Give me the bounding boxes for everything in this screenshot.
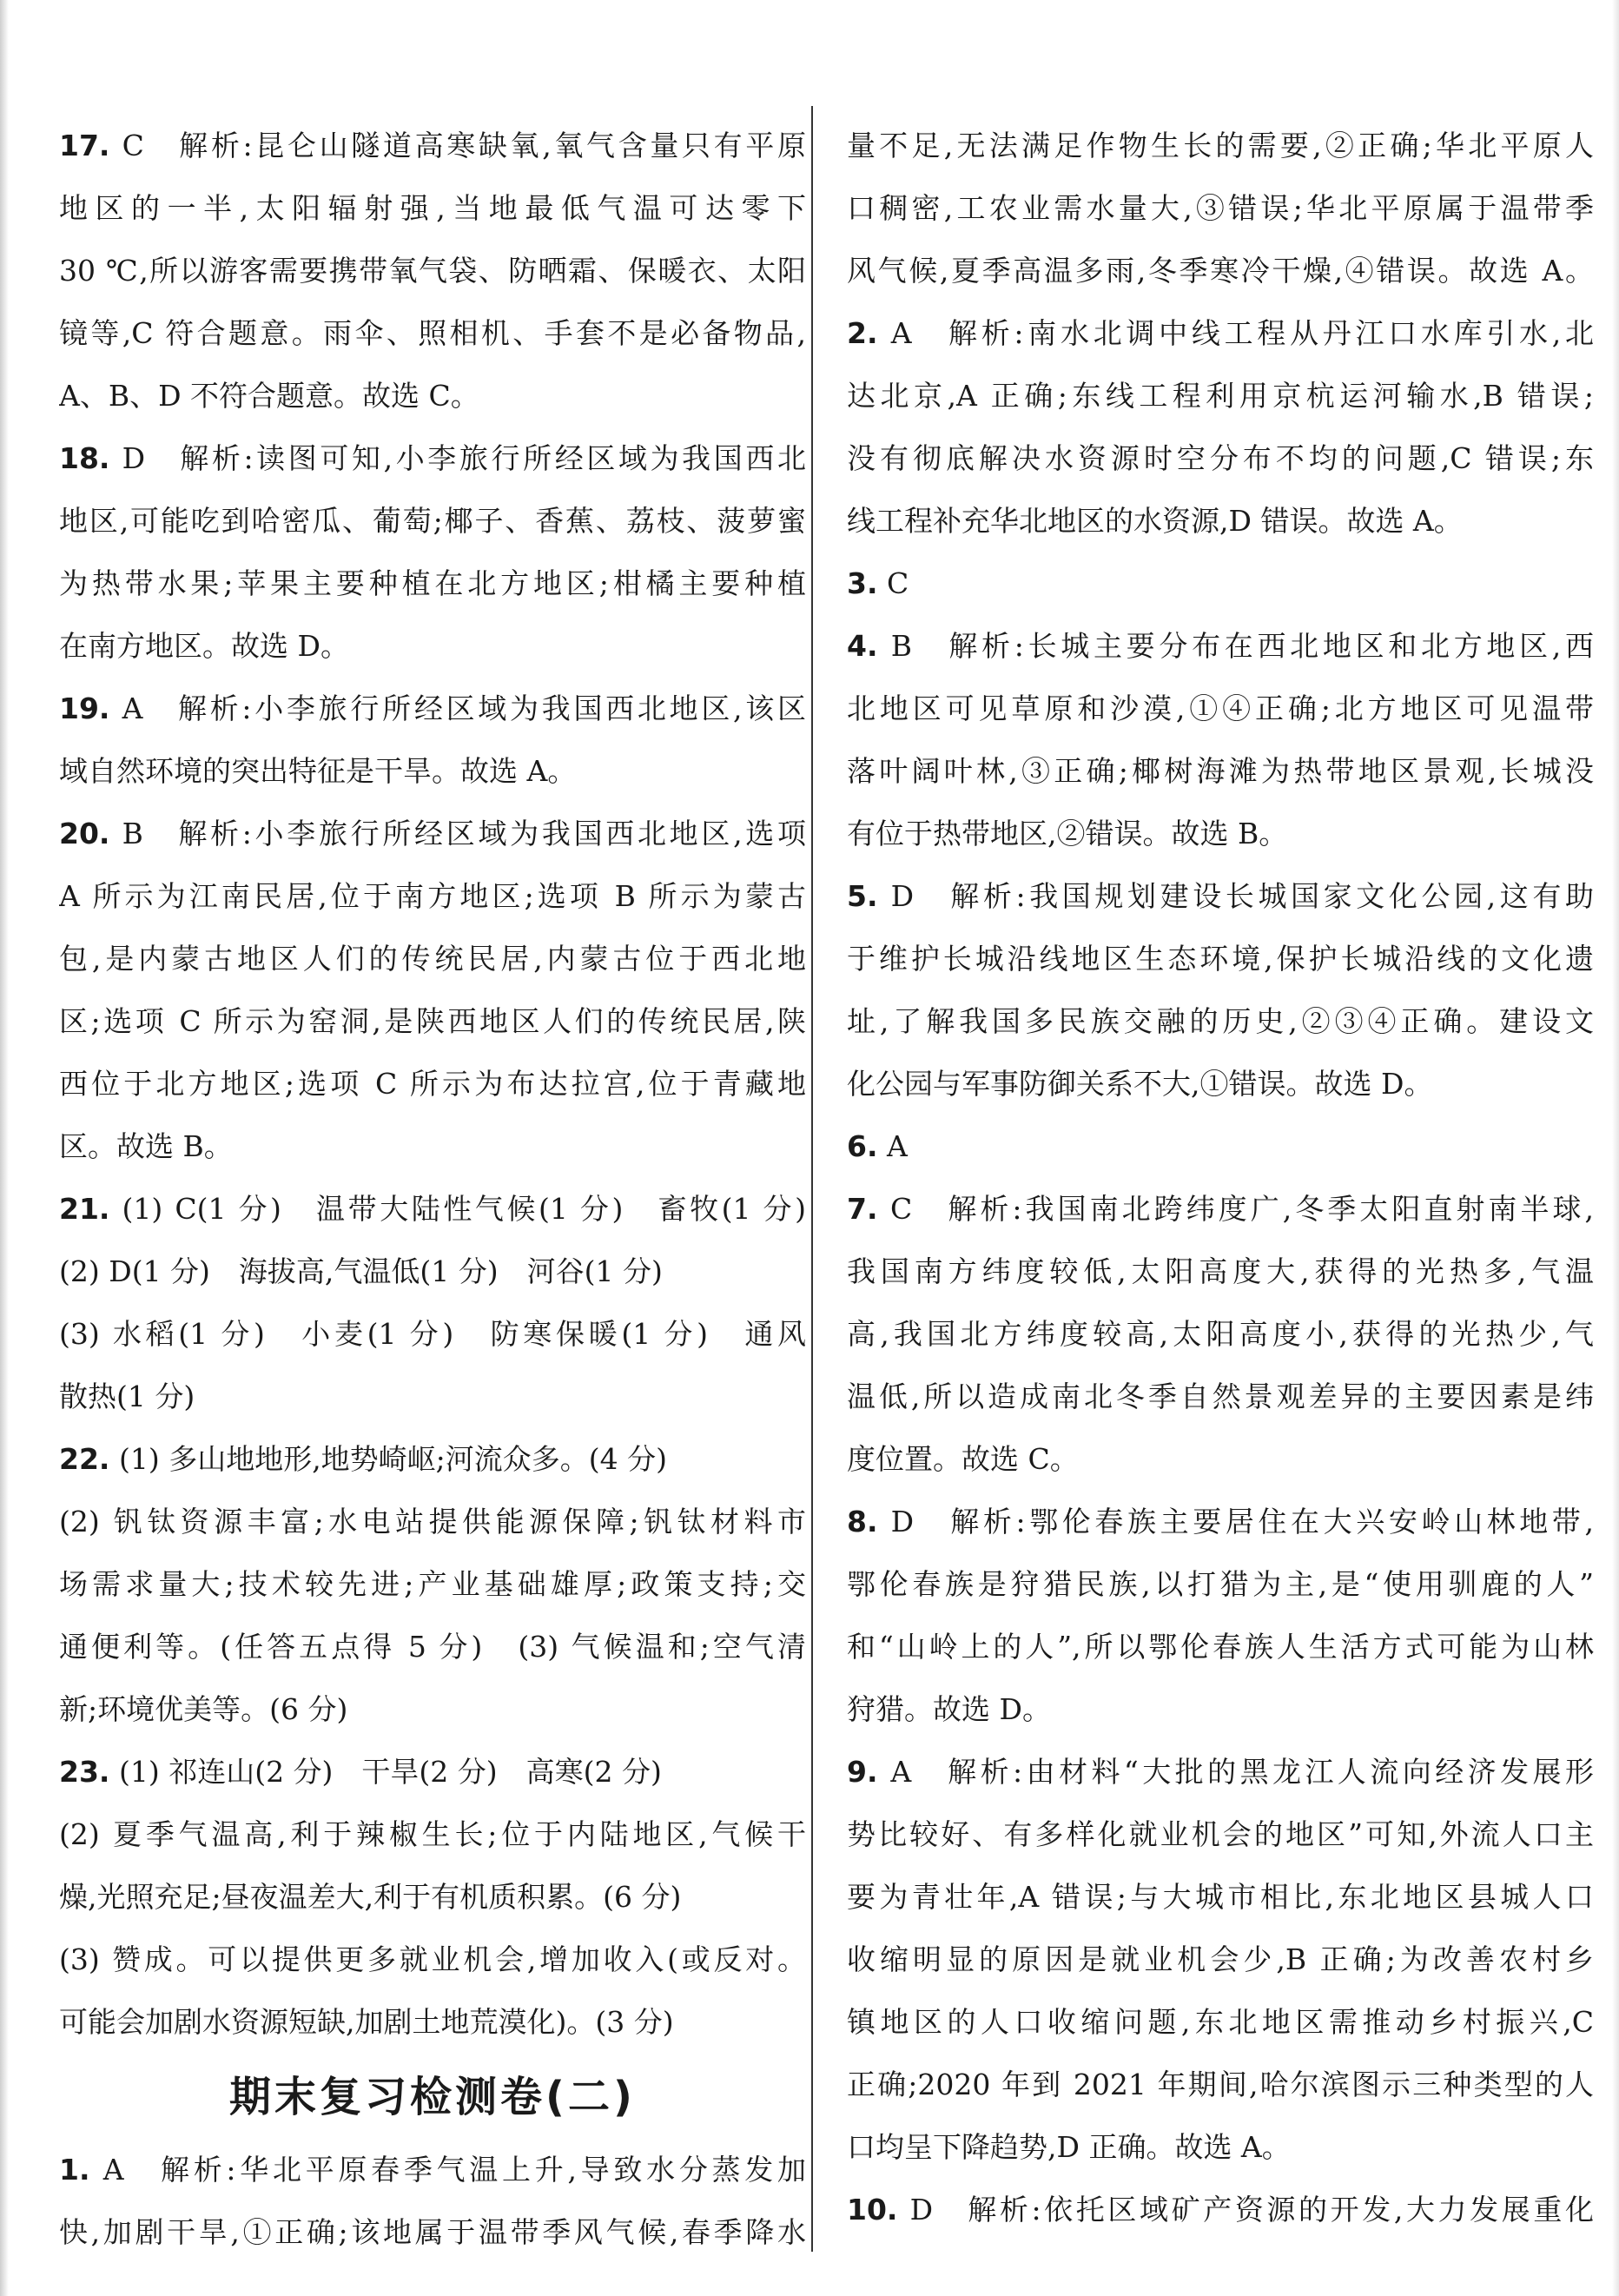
text-line bbox=[847, 302, 1594, 365]
text-line bbox=[847, 803, 1594, 865]
text-line bbox=[847, 990, 1594, 1053]
line-text: 在南方地区。故选 D。 bbox=[59, 629, 349, 663]
left-answers-block-2 bbox=[59, 2139, 806, 2264]
text-line bbox=[847, 1678, 1594, 1741]
text-line bbox=[847, 365, 1594, 427]
text-line bbox=[59, 1053, 806, 1115]
question-number: 4. bbox=[847, 629, 878, 663]
line-text: D 解析:依托区域矿产资源的开发,大力发展重化 bbox=[897, 2193, 1594, 2227]
text-line bbox=[847, 2179, 1594, 2241]
left-answers-block bbox=[59, 115, 806, 2054]
line-text: 镇地区的人口收缩问题,东北地区需推动乡村振兴,C bbox=[847, 2005, 1594, 2039]
text-line bbox=[847, 1115, 1594, 1178]
text-line bbox=[59, 1428, 806, 1491]
line-text: 我国南方纬度较低,太阳高度大,获得的光热多,气温 bbox=[847, 1254, 1594, 1288]
text-line bbox=[847, 427, 1594, 490]
text-line bbox=[59, 1115, 806, 1178]
line-text: C bbox=[877, 566, 909, 600]
line-text: A 解析:华北平原春季气温上升,导致水分蒸发加 bbox=[89, 2153, 806, 2187]
line-text: 北地区可见草原和沙漠,①④正确;北方地区可见温带 bbox=[847, 691, 1594, 725]
question-number: 18. bbox=[59, 441, 110, 475]
text-line bbox=[847, 2054, 1594, 2116]
line-text: 散热(1 分) bbox=[59, 1380, 195, 1413]
question-number: 5. bbox=[847, 879, 878, 913]
line-text: 燥,光照充足;昼夜温差大,利于有机质积累。(6 分) bbox=[59, 1880, 682, 1914]
question-number: 1. bbox=[59, 2153, 90, 2187]
text-line bbox=[847, 177, 1594, 240]
line-text: 址,了解我国多民族交融的历史,②③④正确。建设文 bbox=[847, 1004, 1594, 1038]
text-line bbox=[59, 1616, 806, 1678]
text-line bbox=[847, 740, 1594, 803]
text-line bbox=[59, 302, 806, 365]
question-number: 6. bbox=[847, 1129, 878, 1163]
line-text: A 解析:由材料“大批的黑龙江人流向经济发展形 bbox=[877, 1755, 1594, 1789]
line-text: 区;选项 C 所示为窑洞,是陕西地区人们的传统民居,陕 bbox=[59, 1004, 806, 1038]
line-text: (3) 赞成。可以提供更多就业机会,增加收入(或反对。 bbox=[59, 1942, 806, 1976]
line-text: 为热带水果;苹果主要种植在北方地区;柑橘主要种植 bbox=[59, 566, 806, 600]
text-line bbox=[59, 177, 806, 240]
scan-left-edge bbox=[0, 0, 9, 2296]
line-text: 势比较好、有多样化就业机会的地区”可知,外流人口主 bbox=[847, 1817, 1594, 1851]
line-text: A 所示为江南民居,位于南方地区;选项 B 所示为蒙古 bbox=[59, 879, 806, 913]
text-line bbox=[847, 1929, 1594, 1991]
line-text: 包,是内蒙古地区人们的传统民居,内蒙古位于西北地 bbox=[59, 942, 806, 976]
text-line bbox=[847, 1428, 1594, 1491]
text-line bbox=[59, 1678, 806, 1741]
line-text: B 解析:长城主要分布在西北地区和北方地区,西 bbox=[877, 629, 1594, 663]
text-line bbox=[847, 240, 1594, 302]
question-number: 22. bbox=[59, 1442, 110, 1476]
text-line bbox=[59, 115, 806, 177]
column-divider bbox=[811, 106, 813, 2252]
question-number: 21. bbox=[59, 1192, 110, 1226]
text-line bbox=[59, 678, 806, 740]
line-text: 和“山岭上的人”,所以鄂伦春族人生活方式可能为山林 bbox=[847, 1630, 1594, 1664]
line-text: 鄂伦春族是狩猎民族,以打猎为主,是“使用驯鹿的人” bbox=[847, 1567, 1594, 1601]
text-line bbox=[59, 1803, 806, 1866]
line-text: (2) D(1 分) 海拔高,气温低(1 分) 河谷(1 分) bbox=[59, 1254, 663, 1288]
text-line bbox=[59, 2139, 806, 2201]
line-text: A bbox=[877, 1129, 908, 1163]
text-line bbox=[847, 1741, 1594, 1803]
line-text: A 解析:小李旅行所经区域为我国西北地区,该区 bbox=[109, 691, 806, 725]
text-line bbox=[847, 552, 1594, 615]
text-line bbox=[59, 1866, 806, 1929]
text-line bbox=[59, 1303, 806, 1366]
scan-right-edge bbox=[1612, 0, 1619, 2296]
text-line bbox=[59, 990, 806, 1053]
text-line bbox=[847, 1553, 1594, 1616]
text-line bbox=[847, 1991, 1594, 2054]
text-line bbox=[59, 1991, 806, 2054]
text-line bbox=[59, 740, 806, 803]
question-number: 20. bbox=[59, 817, 110, 850]
line-text: D 解析:我国规划建设长城国家文化公园,这有助 bbox=[877, 879, 1594, 913]
left-column bbox=[59, 115, 806, 2264]
question-number: 3. bbox=[847, 566, 878, 600]
line-text: 没有彻底解决水资源时空分布不均的问题,C 错误;东 bbox=[847, 441, 1594, 475]
question-number: 2. bbox=[847, 316, 878, 350]
line-text: 落叶阔叶林,③正确;椰树海滩为热带地区景观,长城没 bbox=[847, 754, 1594, 788]
text-line bbox=[59, 1366, 806, 1428]
line-text: 区。故选 B。 bbox=[59, 1129, 233, 1163]
text-line bbox=[847, 1366, 1594, 1428]
text-line bbox=[59, 1178, 806, 1241]
line-text: (3) 水稻(1 分) 小麦(1 分) 防寒保暖(1 分) 通风 bbox=[59, 1317, 806, 1351]
line-text: 收缩明显的原因是就业机会少,B 正确;为改善农村乡 bbox=[847, 1942, 1594, 1976]
text-line bbox=[59, 1741, 806, 1803]
text-line bbox=[847, 1178, 1594, 1241]
line-text: 地区的一半,太阳辐射强,当地最低气温可达零下 bbox=[59, 191, 806, 225]
text-line bbox=[847, 1866, 1594, 1929]
line-text: B 解析:小李旅行所经区域为我国西北地区,选项 bbox=[109, 817, 806, 850]
text-line bbox=[847, 1491, 1594, 1553]
text-line bbox=[847, 2116, 1594, 2179]
text-line bbox=[59, 1241, 806, 1303]
line-text: (2) 钒钛资源丰富;水电站提供能源保障;钒钛材料市 bbox=[59, 1505, 806, 1538]
text-line bbox=[59, 2201, 806, 2264]
text-line bbox=[847, 115, 1594, 177]
text-line bbox=[847, 1303, 1594, 1366]
text-line bbox=[59, 1491, 806, 1553]
question-number: 9. bbox=[847, 1755, 878, 1789]
line-text: 30 ℃,所以游客需要携带氧气袋、防晒霜、保暖衣、太阳 bbox=[59, 254, 806, 288]
line-text: (1) 多山地地形,地势崎岖;河流众多。(4 分) bbox=[109, 1442, 668, 1476]
text-line bbox=[59, 615, 806, 678]
text-line bbox=[847, 1241, 1594, 1303]
line-text: 有位于热带地区,②错误。故选 B。 bbox=[847, 817, 1288, 850]
text-line bbox=[847, 1616, 1594, 1678]
line-text: C 解析:我国南北跨纬度广,冬季太阳直射南半球, bbox=[877, 1192, 1594, 1226]
right-answers-block bbox=[847, 115, 1594, 2241]
line-text: 温低,所以造成南北冬季自然景观差异的主要因素是纬 bbox=[847, 1380, 1594, 1413]
question-number: 10. bbox=[847, 2193, 898, 2227]
line-text: 于维护长城沿线地区生态环境,保护长城沿线的文化遗 bbox=[847, 942, 1594, 976]
question-number: 8. bbox=[847, 1505, 878, 1538]
line-text: (1) 祁连山(2 分) 干旱(2 分) 高寒(2 分) bbox=[109, 1755, 662, 1789]
text-line bbox=[59, 865, 806, 928]
line-text: 度位置。故选 C。 bbox=[847, 1442, 1079, 1476]
line-text: 场需求量大;技术较先进;产业基础雄厚;政策支持;交 bbox=[59, 1567, 806, 1601]
line-text: D 解析:鄂伦春族主要居住在大兴安岭山林地带, bbox=[877, 1505, 1594, 1538]
line-text: 域自然环境的突出特征是干旱。故选 A。 bbox=[59, 754, 577, 788]
text-line bbox=[847, 928, 1594, 990]
line-text: 可能会加剧水资源短缺,加剧土地荒漠化)。(3 分) bbox=[59, 2005, 674, 2039]
line-text: 风气候,夏季高温多雨,冬季寒冷干燥,④错误。故选 A。 bbox=[847, 254, 1594, 288]
text-line bbox=[59, 803, 806, 865]
right-column bbox=[847, 115, 1594, 2241]
line-text: A 解析:南水北调中线工程从丹江口水库引水,北 bbox=[877, 316, 1594, 350]
text-line bbox=[59, 928, 806, 990]
line-text: 西位于北方地区;选项 C 所示为布达拉宫,位于青藏地 bbox=[59, 1067, 806, 1101]
line-text: 狩猎。故选 D。 bbox=[847, 1692, 1051, 1726]
line-text: 快,加剧干旱,①正确;该地属于温带季风气候,春季降水 bbox=[59, 2215, 806, 2249]
text-line bbox=[59, 490, 806, 552]
line-text: 高,我国北方纬度较高,太阳高度小,获得的光热少,气 bbox=[847, 1317, 1594, 1351]
line-text: 线工程补充华北地区的水资源,D 错误。故选 A。 bbox=[847, 504, 1463, 538]
line-text: 镜等,C 符合题意。雨伞、照相机、手套不是必备物品, bbox=[59, 316, 806, 350]
text-line bbox=[847, 615, 1594, 678]
line-text: 量不足,无法满足作物生长的需要,②正确;华北平原人 bbox=[847, 129, 1594, 162]
text-line bbox=[847, 865, 1594, 928]
section-title: 期末复习检测卷(二) bbox=[229, 2073, 636, 2121]
question-number: 19. bbox=[59, 691, 110, 725]
line-text: 口稠密,工农业需水量大,③错误;华北平原属于温带季 bbox=[847, 191, 1594, 225]
line-text: 正确;2020 年到 2021 年期间,哈尔滨图示三种类型的人 bbox=[847, 2068, 1594, 2101]
line-text: 新;环境优美等。(6 分) bbox=[59, 1692, 348, 1726]
text-line bbox=[59, 365, 806, 427]
text-line bbox=[847, 1053, 1594, 1115]
line-text: D 解析:读图可知,小李旅行所经区域为我国西北 bbox=[109, 441, 806, 475]
line-text: 要为青壮年,A 错误;与大城市相比,东北地区县城人口 bbox=[847, 1880, 1594, 1914]
line-text: 化公园与军事防御关系不大,①错误。故选 D。 bbox=[847, 1067, 1433, 1101]
text-line bbox=[59, 427, 806, 490]
text-line bbox=[59, 1553, 806, 1616]
line-text: C 解析:昆仑山隧道高寒缺氧,氧气含量只有平原 bbox=[109, 129, 806, 162]
text-line bbox=[59, 240, 806, 302]
line-text: (2) 夏季气温高,利于辣椒生长;位于内陆地区,气候干 bbox=[59, 1817, 806, 1851]
text-line bbox=[59, 1929, 806, 1991]
line-text: 地区,可能吃到哈密瓜、葡萄;椰子、香蕉、荔枝、菠萝蜜 bbox=[59, 504, 806, 538]
line-text: A、B、D 不符合题意。故选 C。 bbox=[59, 379, 479, 413]
text-line bbox=[847, 678, 1594, 740]
line-text: (1) C(1 分) 温带大陆性气候(1 分) 畜牧(1 分) bbox=[109, 1192, 806, 1226]
line-text: 口均呈下降趋势,D 正确。故选 A。 bbox=[847, 2130, 1291, 2164]
text-line bbox=[847, 490, 1594, 552]
text-line bbox=[59, 552, 806, 615]
question-number: 23. bbox=[59, 1755, 110, 1789]
question-number: 7. bbox=[847, 1192, 878, 1226]
question-number: 17. bbox=[59, 129, 110, 162]
line-text: 达北京,A 正确;东线工程利用京杭运河输水,B 错误; bbox=[847, 379, 1594, 413]
line-text: 通便利等。(任答五点得 5 分) (3) 气候温和;空气清 bbox=[59, 1630, 806, 1664]
text-line bbox=[847, 1803, 1594, 1866]
